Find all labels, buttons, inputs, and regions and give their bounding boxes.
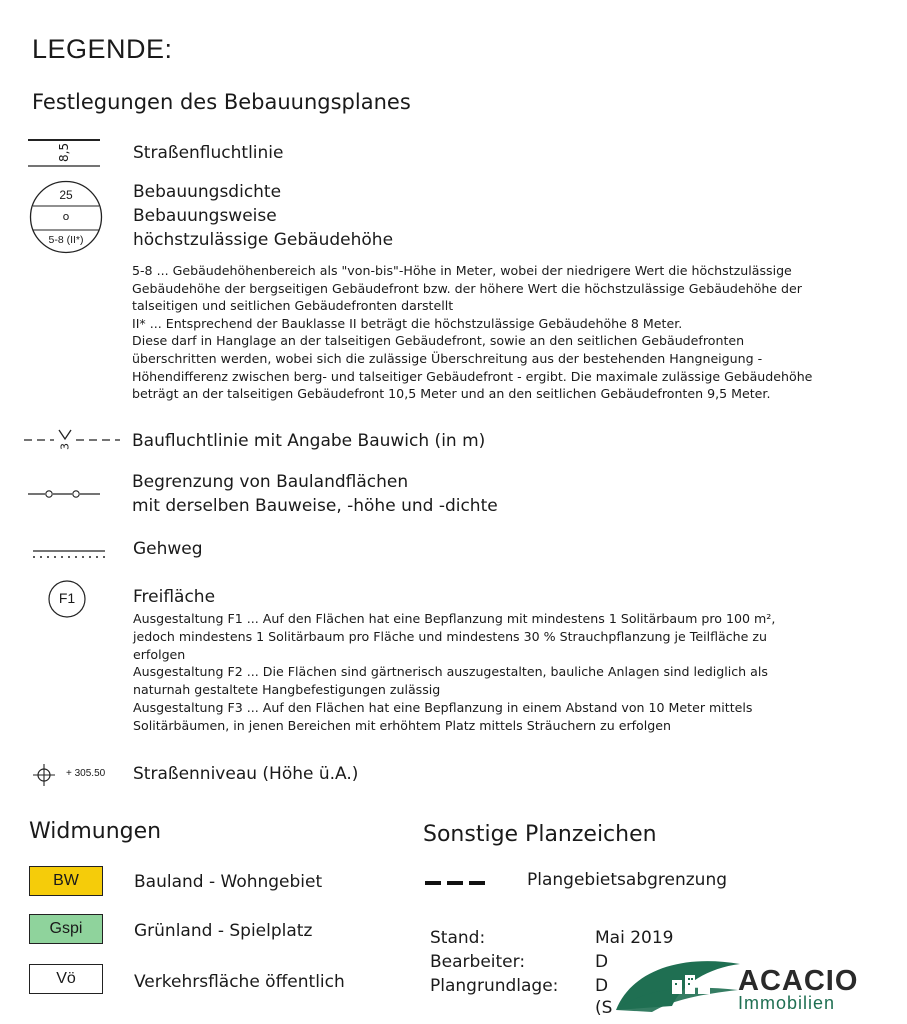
description-line: beträgt an der talseitigen Gebäudefront 10,5 Meter und an den seitlichen Gebäudefronten 9,5 Meter. <box>132 386 771 402</box>
building-parameters-circle <box>29 180 103 254</box>
sidewalk-label: Gehweg <box>133 539 203 559</box>
acacio-logo-name: ACACIO <box>738 965 859 997</box>
acacio-logo-sub: Immobilien <box>738 993 836 1013</box>
description-line: erfolgen <box>133 646 186 662</box>
editor-value: D <box>595 952 609 972</box>
plan-area-boundary-label: Plangebietsabgrenzung <box>527 870 728 890</box>
open-space-label: Freifläche <box>133 587 216 607</box>
status-value: Mai 2019 <box>595 928 674 948</box>
building-height-description <box>132 262 872 403</box>
street-alignment-line-symbol <box>28 138 100 168</box>
description-line: II* ... Entsprechend der Bauklasse II beträgt die höchstzulässige Gebäudehöhe 8 Meter. <box>132 315 683 331</box>
zoning-code-bw: BW <box>29 866 103 896</box>
building-line-label: Baufluchtlinie mit Angabe Bauwich (in m) <box>132 431 486 451</box>
plan-area-boundary-symbol <box>425 873 491 883</box>
description-line: Diese darf in Hanglage an der talseitigen Gebäudefront, sowie an den seitlichen Gebäudefronten <box>132 333 745 349</box>
open-space-symbol <box>48 580 86 618</box>
height-range-value: 5-8 (II*) <box>48 234 84 246</box>
density-value: 25 <box>59 188 73 202</box>
zoning-code-gspi: Gspi <box>29 914 103 944</box>
editor-label: Bearbeiter: <box>430 952 526 972</box>
zoning-heading: Widmungen <box>29 819 162 844</box>
zoning-label-vo: Verkehrsfläche öffentlich <box>134 972 345 992</box>
boundary-line-symbol <box>28 486 100 500</box>
plan-basis-value: D <box>595 976 609 996</box>
acacio-logo-mark <box>612 950 742 1016</box>
description-line: Höhendifferenz zwischen berg- und talseitiger Gebäudefront - ergibt. Die maximale zulässige Gebäudehöhe <box>132 368 813 384</box>
street-alignment-width: 8,5 <box>57 142 71 162</box>
description-line: jedoch mindestens 1 Solitärbaum pro Fläche und mindestens 30 % Strauchpflanzung je Teilfläche zu <box>133 628 767 644</box>
building-line-symbol <box>24 426 120 454</box>
building-type-value: o <box>62 210 70 223</box>
description-line: Ausgestaltung F2 ... Die Flächen sind gärtnerisch auszugestalten, bauliche Anlagen sind lediglich als <box>133 664 768 680</box>
zoning-code-vo: Vö <box>29 964 103 994</box>
status-label: Stand: <box>430 928 486 948</box>
street-alignment-label: Straßenfluchtlinie <box>133 143 284 163</box>
description-line: talseitigen und seitlichen Gebäudefronten darstellt <box>132 298 454 314</box>
crosshair-icon <box>33 764 55 786</box>
description-line: Ausgestaltung F1 ... Auf den Flächen hat eine Bepflanzung mit mindestens 1 Solitärbaum pro 100 m², <box>133 611 776 626</box>
legend-subtitle: Festlegungen des Bebauungsplanes <box>32 90 411 114</box>
open-space-code: F1 <box>58 590 76 606</box>
description-line: überschritten werden, wobei sich die zulässige Überschreitung aus der bestehenden Hangneigung - <box>132 350 763 366</box>
boundary-label-2: mit derselben Bauweise, -höhe und -dichte <box>132 496 498 516</box>
sidewalk-symbol <box>33 544 105 554</box>
open-space-description <box>133 610 873 735</box>
zoning-label-bw: Bauland - Wohngebiet <box>134 872 323 892</box>
plan-basis-label: Plangrundlage: <box>430 976 559 996</box>
description-line: naturnah gestaltete Hangbefestigungen zulässig <box>133 682 441 698</box>
street-level-label: Straßenniveau (Höhe ü.A.) <box>133 764 359 784</box>
building-height-label: höchstzulässige Gebäudehöhe <box>133 230 394 250</box>
plan-basis-extra: (S <box>595 998 613 1018</box>
description-line: Ausgestaltung F3 ... Auf den Flächen hat eine Bepflanzung in einem Abstand von 10 Meter mittels <box>133 699 753 715</box>
building-density-label: Bebauungsdichte <box>133 182 282 202</box>
building-type-label: Bebauungsweise <box>133 206 277 226</box>
description-line: Gebäudehöhe der bergseitigen Gebäudefront bzw. der höhere Wert die höchstzulässige Gebäudehöhe der <box>132 280 802 296</box>
description-line: 5-8 ... Gebäudehöhenbereich als "von-bis"-Höhe in Meter, wobei der niedrigere Wert die höchstzulässige <box>132 263 792 278</box>
description-line: Solitärbäumen, in jenen Bereichen mit erhöhtem Platz mittels Sträuchern zu erfolgen <box>133 717 671 733</box>
street-level-value: + 305.50 <box>66 768 106 779</box>
other-symbols-heading: Sonstige Planzeichen <box>423 822 657 847</box>
boundary-label-1: Begrenzung von Baulandflächen <box>132 472 409 492</box>
setback-value: 3 <box>58 443 72 450</box>
legend-title: LEGENDE: <box>32 34 173 64</box>
zoning-label-gspi: Grünland - Spielplatz <box>134 921 313 941</box>
